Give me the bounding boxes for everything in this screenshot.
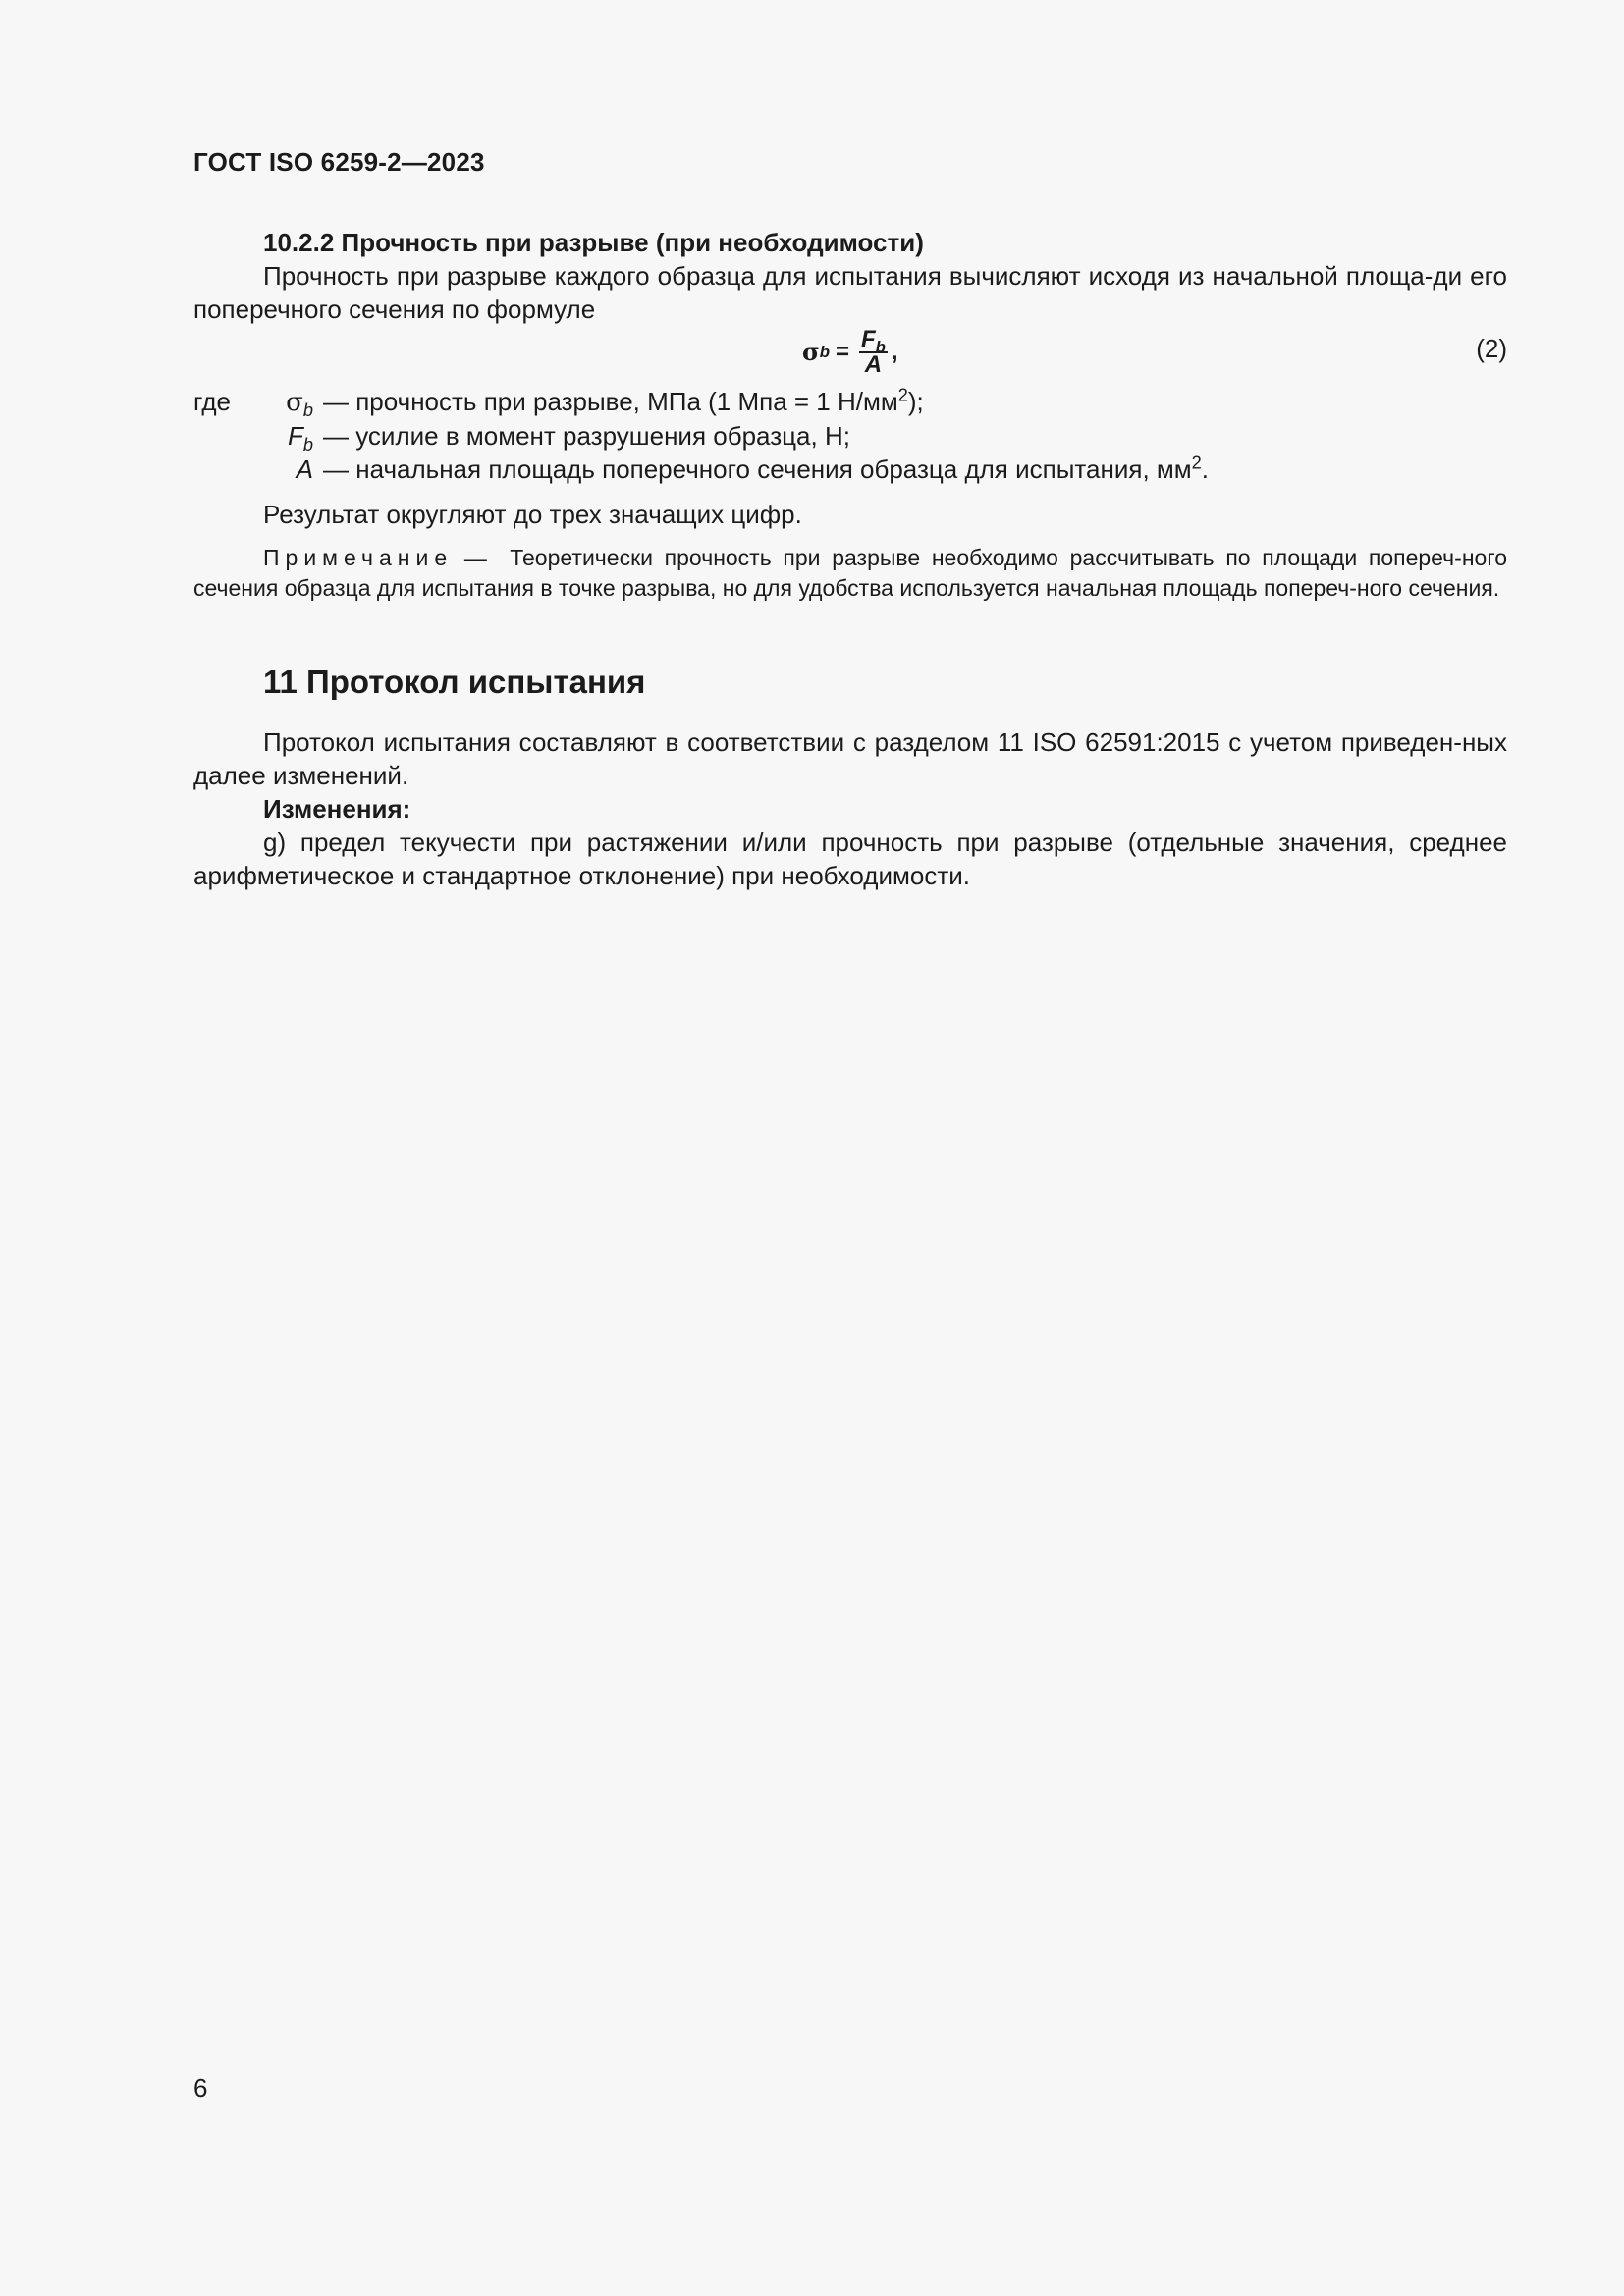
where-item-area [193, 453, 1507, 486]
note-dash: — [463, 545, 487, 570]
where-symbol-sub: b [302, 400, 313, 421]
where-item-sigma [193, 385, 1507, 419]
where-symbol-cell [193, 419, 313, 453]
equation-number: (2) [1476, 334, 1507, 363]
section-11-paragraph: Протокол испытания составляют в соответствии с разделом 11 ISO 62591:2015 с учетом приведен-ных далее изменений. [193, 727, 1507, 790]
formula-row [193, 326, 1507, 385]
formula-trailing-comma: , [891, 339, 898, 365]
formula-numerator-symbol: F [860, 326, 876, 352]
formula-denominator: A [864, 351, 883, 378]
subsection-title-10-2-2: 10.2.2 Прочность при разрыве (при необходимости) [263, 228, 924, 257]
where-item-force [193, 419, 1507, 453]
standard-code-header: ГОСТ ISO 6259-2—2023 [193, 147, 485, 177]
where-word: где [193, 387, 231, 416]
formula-numerator-sub: b [875, 337, 886, 356]
formula-equals: = [835, 339, 849, 365]
where-symbol-cell [193, 385, 313, 419]
note-paragraph [193, 543, 1507, 604]
where-definition-text: — усилие в момент разрушения образца, Н; [323, 421, 850, 451]
where-symbol-cell [193, 453, 313, 486]
tensile-strength-formula: σ b = $\frac{F_b}{A}$ , [802, 326, 898, 378]
page-number: 6 [193, 2073, 208, 2103]
page-content [193, 226, 1507, 892]
where-definition-text: — прочность при разрыве, МПа (1 Мпа = 1 Н/мм [323, 387, 898, 416]
where-definition-end: . [1201, 454, 1209, 484]
where-list [193, 385, 1507, 486]
rounding-paragraph: Результат округляют до трех значащих цифр. [263, 500, 802, 529]
change-item-g: g) предел текучести при растяжении и/или прочность при разрыве (отдельные значения, среднее арифметическое и стандартное отклонение) при необходимости. [193, 828, 1507, 890]
where-symbol-sub: b [302, 435, 313, 455]
formula-fraction [859, 328, 888, 377]
changes-label: Изменения: [263, 794, 411, 824]
where-symbol: σ [286, 388, 303, 417]
formula-lhs-symbol: σ [802, 338, 820, 366]
where-symbol: F [287, 421, 303, 451]
where-definition-text: — начальная площадь поперечного сечения образца для испытания, мм [323, 454, 1192, 484]
section-title-11: 11 Протокол испытания [263, 664, 646, 700]
subsection-intro-paragraph: Прочность при разрыве каждого образца для испытания вычисляют исходя из начальной площа-ди его поперечного сечения по формуле [193, 261, 1507, 324]
note-label: Примечание [263, 545, 454, 570]
where-definition [323, 419, 850, 453]
where-definition [323, 453, 1209, 486]
where-definition-sup: 2 [1191, 453, 1202, 473]
where-definition-end: ); [907, 387, 924, 416]
where-definition [323, 385, 924, 418]
formula-numerator [859, 326, 888, 356]
where-symbol: A [296, 454, 313, 484]
where-definition-sup: 2 [897, 385, 908, 405]
note-text: Теоретически прочность при разрыве необходимо рассчитывать по площади попереч-ного сечения образца для испытания в точке разрыва, но для удобства используется начальная площадь попереч-ного сечения. [193, 545, 1507, 601]
